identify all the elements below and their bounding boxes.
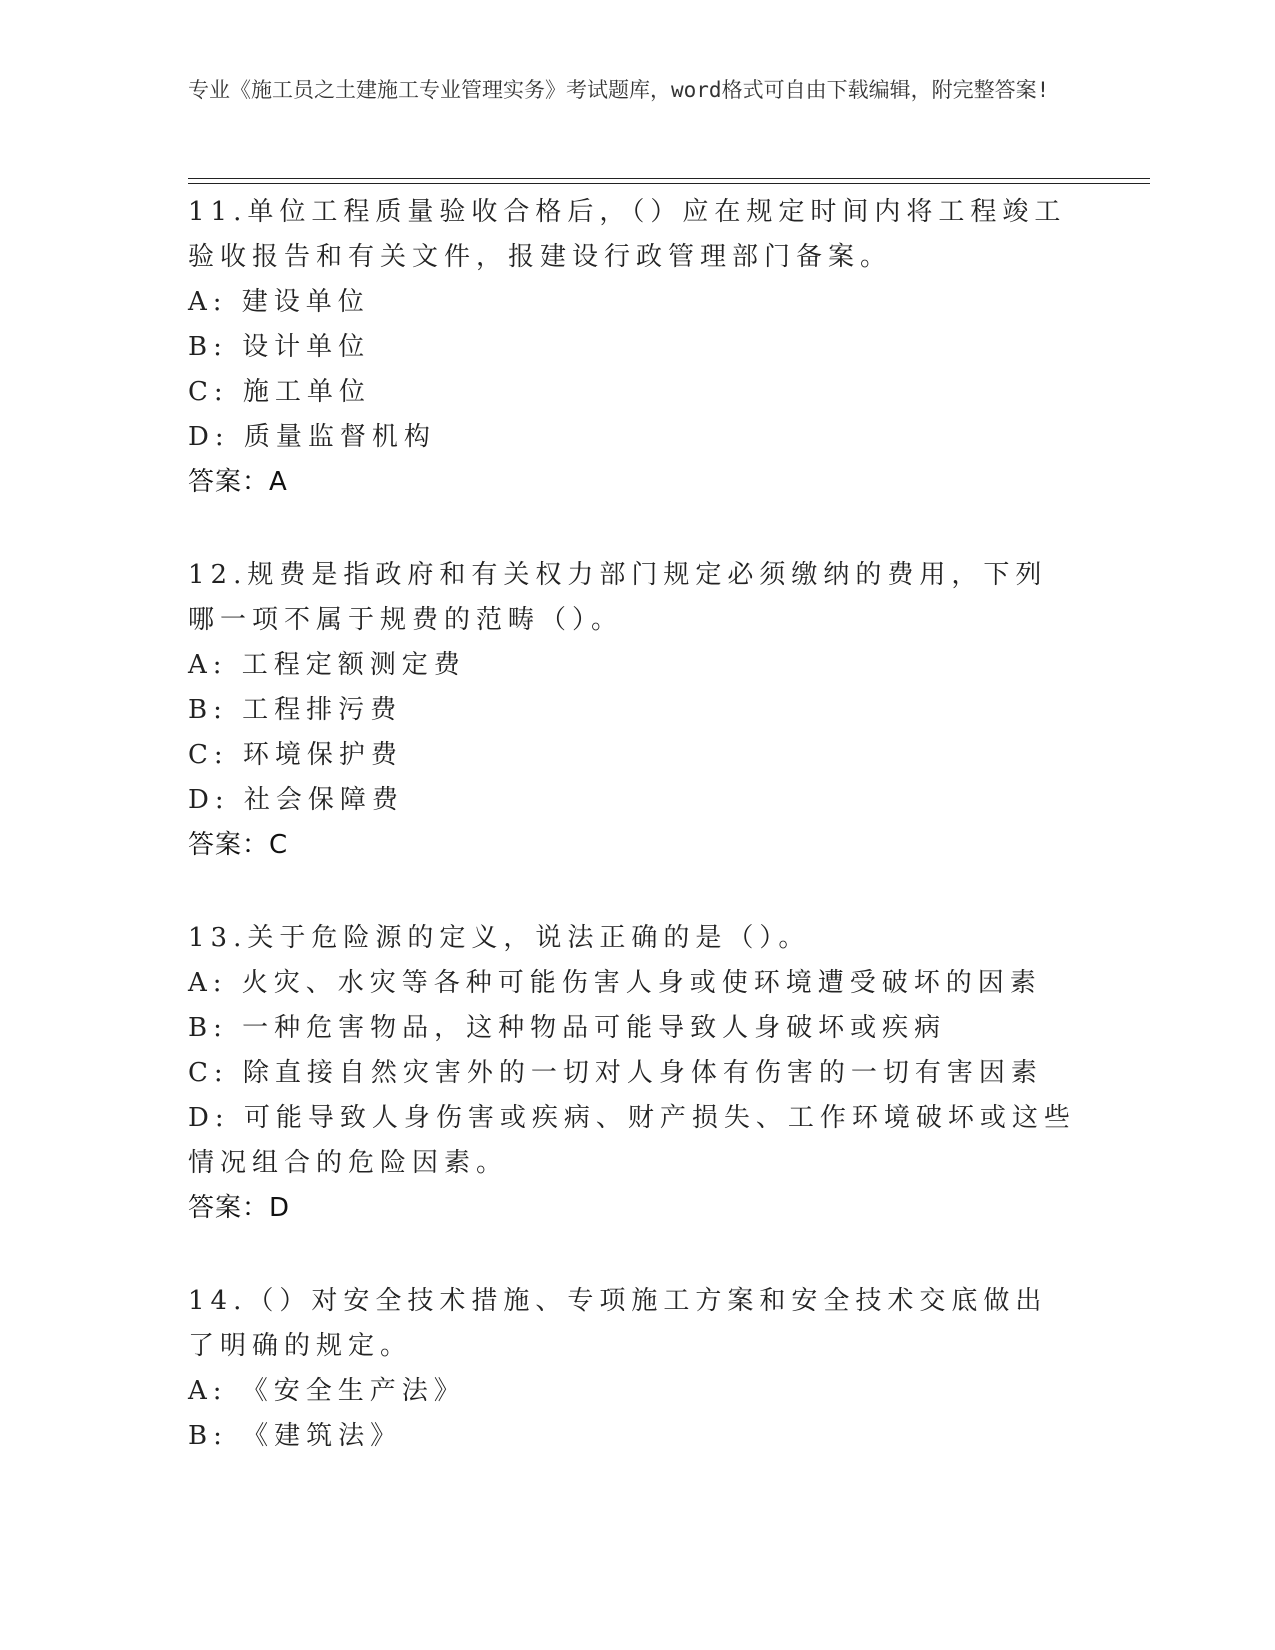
option-c: C: 除直接自然灾害外的一切对人身体有伤害的一切有害因素 [188,1058,1043,1088]
option-d: D: 可能导致人身伤害或疾病、财产损失、工作环境破坏或这些情况组合的危险因素。 [188,1103,1076,1178]
option-b: B: 一种危害物品，这种物品可能导致人身破坏或疾病 [188,1013,947,1043]
option-a: A: 建设单位 [188,287,370,317]
header-divider-bottom [188,183,1150,184]
question-text: 14.（）对安全技术措施、专项施工方案和安全技术交底做出了明确的规定。 [188,1286,1048,1361]
question-13 [188,916,1078,1231]
question-14 [188,1279,1078,1459]
option-a: A: 《安全生产法》 [188,1376,466,1406]
option-a: A: 火灾、水灾等各种可能伤害人身或使环境遭受破坏的因素 [188,968,1042,998]
question-list [188,190,1078,1507]
option-a: A: 工程定额测定费 [188,650,466,680]
question-12 [188,553,1078,868]
answer-line: 答案：A [188,467,288,497]
option-b: B: 设计单位 [188,332,371,362]
option-c: C: 环境保护费 [188,740,403,770]
document-header [188,74,1068,107]
option-b: B: 《建筑法》 [188,1421,403,1451]
header-intro-text: 专业《施工员之土建施工专业管理实务》考试题库，word格式可自由下载编辑，附完整答案! [188,78,1050,102]
question-text: 13.关于危险源的定义，说法正确的是（）。 [188,923,811,953]
option-d: D: 质量监督机构 [188,422,436,452]
option-d: D: 社会保障费 [188,785,404,815]
option-c: C: 施工单位 [188,377,371,407]
answer-line: 答案：C [188,830,289,860]
header-divider-top [188,178,1150,179]
answer-line: 答案：D [188,1193,291,1223]
question-11 [188,190,1078,505]
question-text: 12.规费是指政府和有关权力部门规定必须缴纳的费用，下列哪一项不属于规费的范畴（）。 [188,560,1048,635]
question-text: 11.单位工程质量验收合格后，（）应在规定时间内将工程竣工验收报告和有关文件，报建设行政管理部门备案。 [188,197,1067,272]
option-b: B: 工程排污费 [188,695,403,725]
